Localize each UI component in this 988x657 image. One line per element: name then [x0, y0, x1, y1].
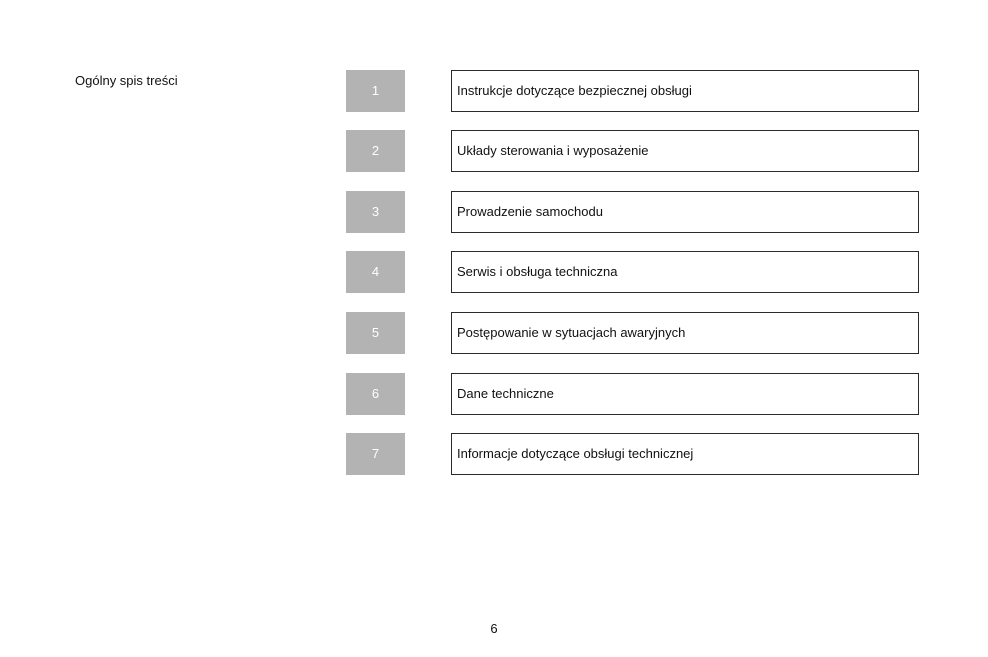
- chapter-title: Serwis i obsługa techniczna: [457, 264, 618, 279]
- toc-item-3[interactable]: [0, 191, 988, 233]
- chapter-number-tab[interactable]: 3: [346, 191, 405, 233]
- toc-item-2[interactable]: [0, 130, 988, 172]
- chapter-title-box[interactable]: [451, 373, 919, 415]
- chapter-title-box[interactable]: [451, 251, 919, 293]
- chapter-number-tab[interactable]: 7: [346, 433, 405, 475]
- toc-item-5[interactable]: [0, 312, 988, 354]
- toc-item-7[interactable]: [0, 433, 988, 475]
- chapter-number-tab[interactable]: 6: [346, 373, 405, 415]
- chapter-title-box[interactable]: [451, 70, 919, 112]
- chapter-number-tab[interactable]: 1: [346, 70, 405, 112]
- chapter-number-tab[interactable]: 2: [346, 130, 405, 172]
- chapter-title: Dane techniczne: [457, 386, 554, 401]
- chapter-title: Informacje dotyczące obsługi technicznej: [457, 446, 694, 461]
- toc-item-4[interactable]: [0, 251, 988, 293]
- chapter-title: Postępowanie w sytuacjach awaryjnych: [457, 325, 686, 340]
- page-title: Ogólny spis treści: [75, 73, 178, 88]
- chapter-title: Instrukcje dotyczące bezpiecznej obsługi: [457, 83, 692, 98]
- toc-item-1[interactable]: [0, 70, 988, 112]
- chapter-title-box[interactable]: [451, 312, 919, 354]
- chapter-title-box[interactable]: [451, 191, 919, 233]
- chapter-title-box[interactable]: [451, 130, 919, 172]
- chapter-title: Prowadzenie samochodu: [457, 204, 603, 219]
- chapter-title: Układy sterowania i wyposażenie: [457, 143, 649, 158]
- toc-item-6[interactable]: [0, 373, 988, 415]
- chapter-title-box[interactable]: [451, 433, 919, 475]
- page-number: 6: [490, 621, 498, 636]
- chapter-number-tab[interactable]: 4: [346, 251, 405, 293]
- chapter-number-tab[interactable]: 5: [346, 312, 405, 354]
